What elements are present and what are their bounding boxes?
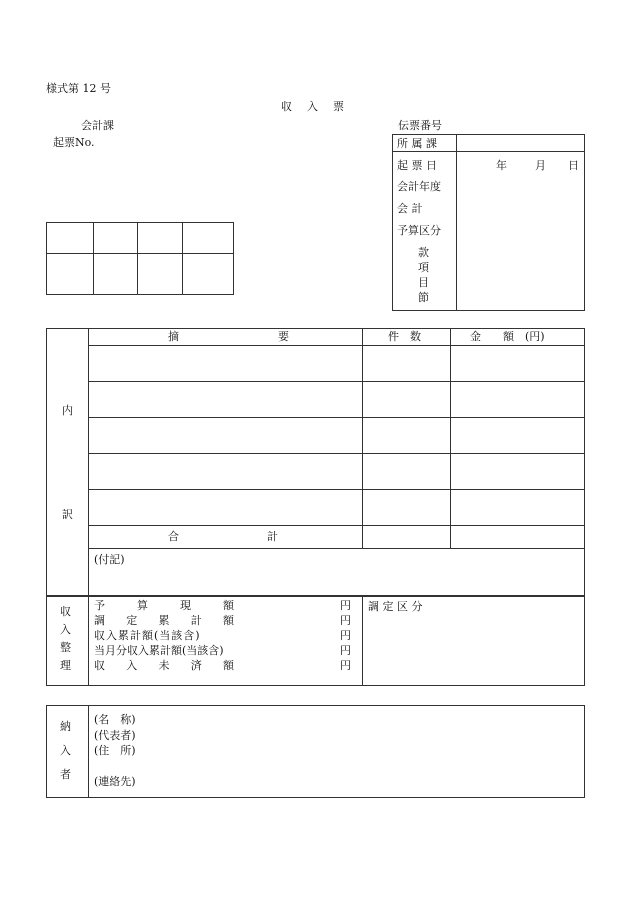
payer-side-char-2: 入 [60, 744, 71, 757]
date-day-unit: 日 [568, 159, 579, 172]
budget-item-kan: 款 [418, 246, 429, 259]
payer-name-field: (名 称) [94, 713, 136, 726]
fiscal-year-label: 会計年度 [397, 180, 441, 193]
payer-address-field: (住 所) [94, 744, 136, 757]
income-side-char-4: 理 [60, 659, 71, 672]
amount-header: 金 額 (円) [470, 330, 545, 343]
summary-header: 摘 要 [168, 330, 289, 343]
income-cumulative-label: 収入累計額(当該含) [94, 629, 201, 642]
detail-side-label-top: 内 [62, 404, 73, 417]
date-label: 起 票 日 [397, 159, 437, 172]
income-side-char-3: 整 [60, 641, 71, 654]
form-number: 様式第 12 号 [46, 82, 111, 95]
payer-contact-field: (連絡先) [94, 775, 136, 788]
uncollected-amount-label: 収 入 未 済 額 [94, 659, 234, 672]
budget-item-setsu: 節 [418, 291, 429, 304]
payer-representative-field: (代表者) [94, 729, 136, 742]
slip-number-label: 伝票番号 [398, 119, 442, 132]
detail-side-label-bottom: 訳 [62, 508, 73, 521]
income-cumulative-unit: 円 [340, 629, 351, 642]
date-month-unit: 月 [535, 159, 546, 172]
adjustment-class-label: 調 定 区 分 [368, 600, 423, 613]
budget-item-moku: 目 [418, 276, 429, 289]
monthly-income-cumulative-label: 当月分収入累計額(当該含) [94, 644, 224, 657]
draft-number-label: 起票No. [53, 136, 95, 149]
income-side-char-1: 収 [60, 605, 71, 618]
income-side-char-2: 入 [60, 623, 71, 636]
total-label: 合 計 [168, 530, 278, 543]
budget-class-label: 予算区分 [397, 224, 441, 237]
monthly-income-cumulative-unit: 円 [340, 644, 351, 657]
account-label: 会 計 [397, 202, 423, 215]
payer-side-char-1: 納 [60, 720, 71, 733]
adjustment-total-label: 調 定 累 計 額 [94, 614, 234, 627]
budget-amount-label: 予 算 現 額 [94, 599, 234, 612]
dept-label: 所 属 課 [397, 137, 437, 150]
payer-side-char-3: 者 [60, 768, 71, 781]
note-label: (付記) [94, 553, 125, 566]
uncollected-amount-unit: 円 [340, 659, 351, 672]
count-header: 件 数 [388, 330, 421, 343]
budget-item-kou: 項 [418, 261, 429, 274]
page-title: 収 入 票 [281, 100, 346, 113]
adjustment-total-unit: 円 [340, 614, 351, 627]
budget-amount-unit: 円 [340, 599, 351, 612]
date-year-unit: 年 [496, 159, 507, 172]
accounting-section: 会計課 [81, 119, 114, 132]
